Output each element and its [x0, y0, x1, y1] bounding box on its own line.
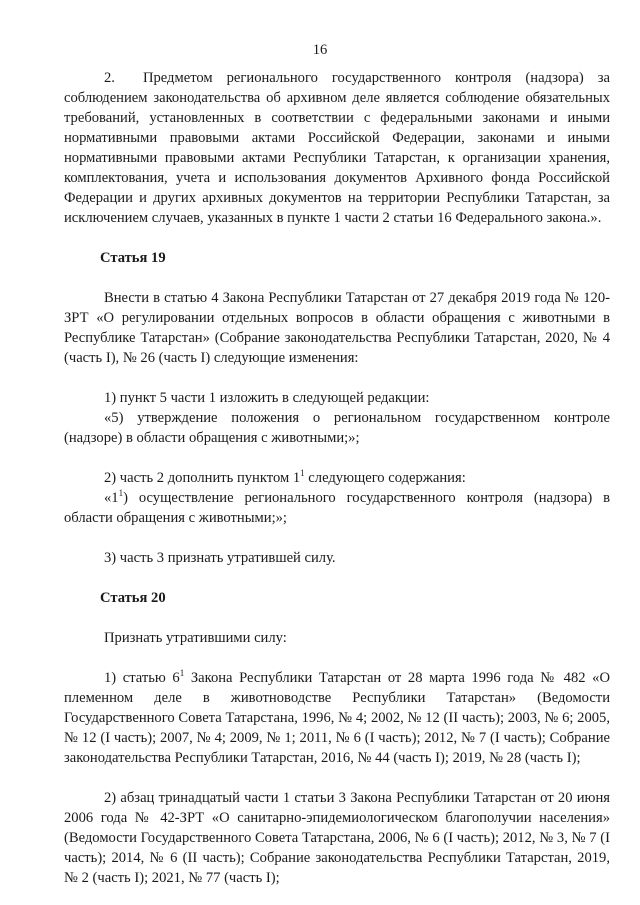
document-body: [64, 68, 610, 888]
superscript-1: 1: [179, 668, 185, 679]
item-2-text-end: следующего содержания:: [304, 470, 466, 486]
article-20-intro: Признать утратившими силу:: [104, 630, 287, 646]
item-2-text-start: 2) часть 2 дополнить пунктом 1: [104, 470, 301, 486]
item-2-quote-end: ) осуществление регионального государственного контроля (надзора) в области обращения с животными;»;: [64, 490, 610, 526]
article-19-intro: Внести в статью 4 Закона Республики Татарстан от 27 декабря 2019 года № 120-ЗРТ «О регулировании отдельных вопросов в области обращения с животными в Республике Татарстан» (Собрание законодательства Республики Татарстан, 2020, № 4 (часть I), № 26 (часть I) следующие изменения:: [64, 290, 610, 366]
article-19-heading: Статья 19: [100, 250, 166, 266]
article-19-item-2-text: [64, 488, 610, 528]
article-20-item-2: 2) абзац тринадцатый части 1 статьи 3 Закона Республики Татарстан от 20 июня 2006 года № 42-ЗРТ «О санитарно-эпидемиологическом благополучии населения» (Ведомости Государственного Совета Татарстана, 2006, № 6 (I часть); 2012, № 3, № 7 (I часть); 2014, № 6 (II часть); Собрание законодательства Республики Татарстан, 2019, № 2 (часть I); 2021, № 77 (часть I);: [64, 790, 610, 886]
article-19-item-2: [64, 468, 610, 488]
article-20-heading: Статья 20: [100, 590, 166, 606]
article-19-item-3: 3) часть 3 признать утратившей силу.: [104, 550, 336, 566]
article-20-item-1: [64, 668, 610, 768]
item-1-text-end: Закона Республики Татарстан от 28 марта 1996 года № 482 «О племенном деле в животноводстве Республики Татарстан» (Ведомости Государственного Совета Татарстана, 1996, № 4; 2002, № 12 (II часть); 2003, № 6; 2005, № 12 (I часть); 2007, № 4; 2009, № 1; 2011, № 6 (I часть); 2012, № 7 (I часть); Собрание законодательства Республики Татарстан, 2016, № 44 (часть I); 2019, № 28 (часть I);: [64, 670, 610, 766]
item-1-text-start: 1) статью 6: [104, 670, 180, 686]
page-number: 16: [312, 42, 328, 58]
paragraph-archive-control: 2. Предметом регионального государственного контроля (надзора) за соблюдением законодательства об архивном деле является соблюдение обязательных требований, установленных в соответствии с федеральными законами и иными нормативными правовыми актами Российской Федерации, законами и иными нормативными правовыми актами Республики Татарстан, к организации хранения, комплектования, учета и использования документов Архивного фонда Российской Федерации и других архивных документов на территории Республики Татарстан, за исключением случаев, указанных в пункте 1 части 2 статьи 16 Федерального закона.».: [64, 70, 610, 226]
article-19-item-1-text: «5) утверждение положения о региональном государственном контроле (надзоре) в области обращения с животными;»;: [64, 410, 610, 446]
item-2-quote-start: «1: [104, 490, 119, 506]
article-19-item-1: 1) пункт 5 части 1 изложить в следующей редакции:: [104, 390, 430, 406]
superscript-1: 1: [300, 468, 305, 479]
superscript-1: 1: [118, 488, 124, 499]
